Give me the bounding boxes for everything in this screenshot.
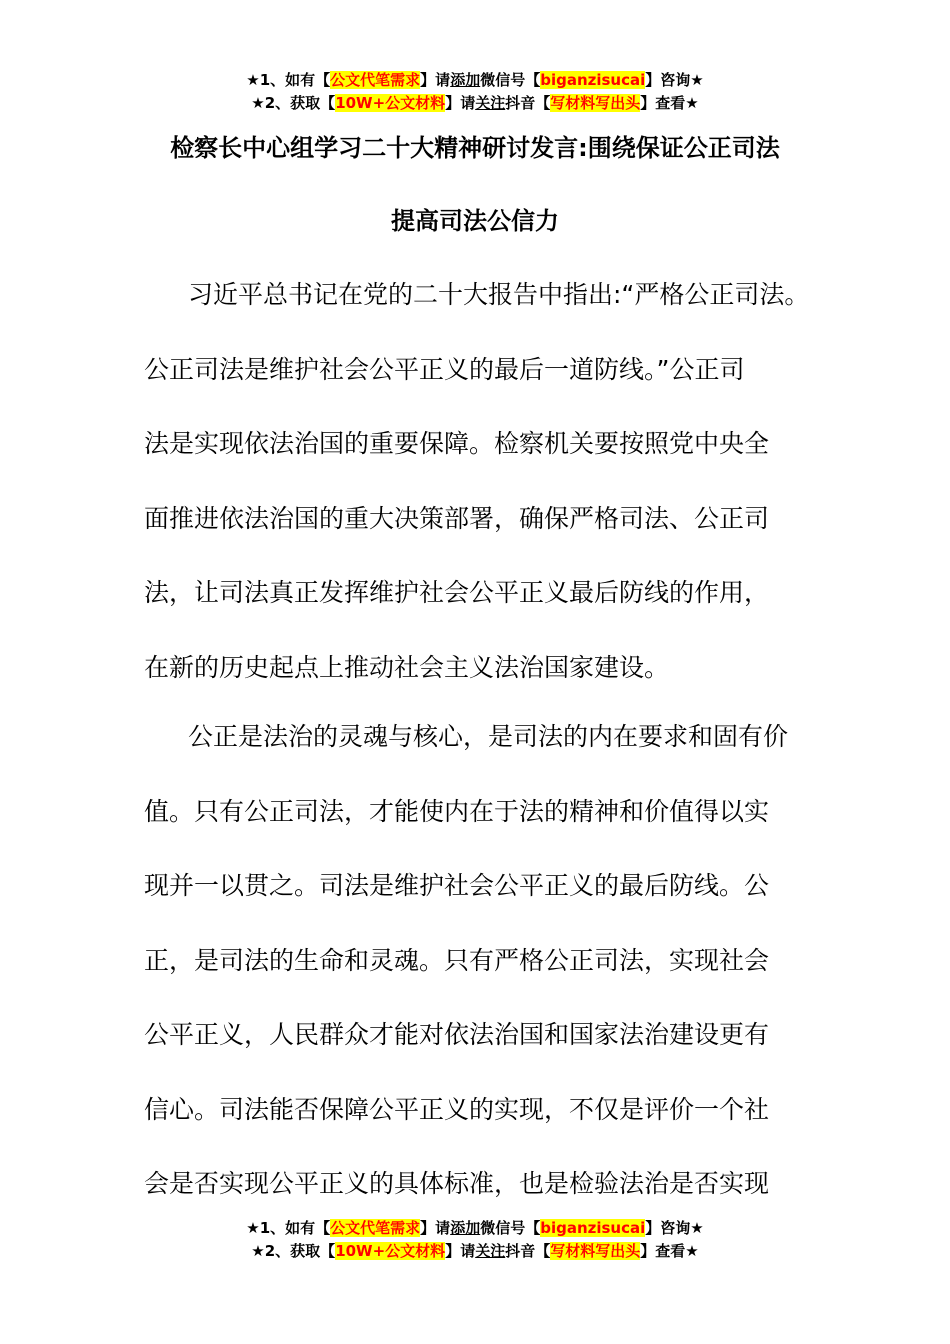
highlight-wechat-id: biganzisucai xyxy=(540,1219,646,1237)
paragraph-line: 正，是司法的生命和灵魂。只有严格公正司法，实现社会 xyxy=(144,945,770,975)
banner-line-1: ★1、如有【公文代笔需求】请添加微信号【biganzisucai】咨询★ xyxy=(246,71,704,89)
highlight-ghostwriting: 公文代笔需求 xyxy=(330,1219,421,1237)
paragraph-line: 法是实现依法治国的重要保障。检察机关要按照党中央全 xyxy=(144,429,770,458)
header-banner xyxy=(0,69,950,115)
banner-line-1: ★1、如有【公文代笔需求】请添加微信号【biganzisucai】咨询★ xyxy=(246,1219,704,1237)
highlight-materials: 10W+公文材料 xyxy=(335,1242,446,1260)
paragraph-line: 信心。司法能否保障公平正义的实现，不仅是评价一个社 xyxy=(144,1094,770,1124)
footer-banner xyxy=(0,1217,950,1263)
paragraph-line: 面推进依法治国的重大决策部署，确保严格司法、公正司 xyxy=(144,503,770,533)
paragraph-line: 法，让司法真正发挥维护社会公平正义最后防线的作用， xyxy=(144,578,770,607)
body-paragraph-2 xyxy=(144,700,814,1222)
paragraph-line: 习近平总书记在党的二十大报告中指出:“严格公正司法。 xyxy=(188,280,810,309)
highlight-douyin-account: 写材料写出头 xyxy=(550,1242,641,1260)
banner-line-2: ★2、获取【10W+公文材料】请关注抖音【写材料写出头】查看★ xyxy=(251,94,699,112)
body-paragraph-1 xyxy=(144,258,814,705)
highlight-douyin-account: 写材料写出头 xyxy=(550,94,641,112)
paragraph-line: 公正是法治的灵魂与核心，是司法的内在要求和固有价 xyxy=(188,722,789,751)
highlight-ghostwriting: 公文代笔需求 xyxy=(330,71,421,89)
highlight-materials: 10W+公文材料 xyxy=(335,94,446,112)
paragraph-line: 在新的历史起点上推动社会主义法治国家建设。 xyxy=(144,652,670,682)
document-title-line-2: 提高司法公信力 xyxy=(391,207,559,235)
document-title-line-1: 检察长中心组学习二十大精神研讨发言:围绕保证公正司法 xyxy=(170,134,780,162)
banner-line-2: ★2、获取【10W+公文材料】请关注抖音【写材料写出头】查看★ xyxy=(251,1242,699,1260)
paragraph-line: 公正司法是维护社会公平正义的最后一道防线。”公正司 xyxy=(144,354,745,384)
paragraph-line: 公平正义，人民群众才能对依法治国和国家法治建设更有 xyxy=(144,1020,770,1049)
highlight-wechat-id: biganzisucai xyxy=(540,71,646,89)
paragraph-line: 现并一以贯之。司法是维护社会公平正义的最后防线。公 xyxy=(144,871,770,900)
paragraph-line: 会是否实现公平正义的具体标准，也是检验法治是否实现 xyxy=(144,1169,770,1198)
paragraph-line: 值。只有公正司法，才能使内在于法的精神和价值得以实 xyxy=(144,796,770,826)
